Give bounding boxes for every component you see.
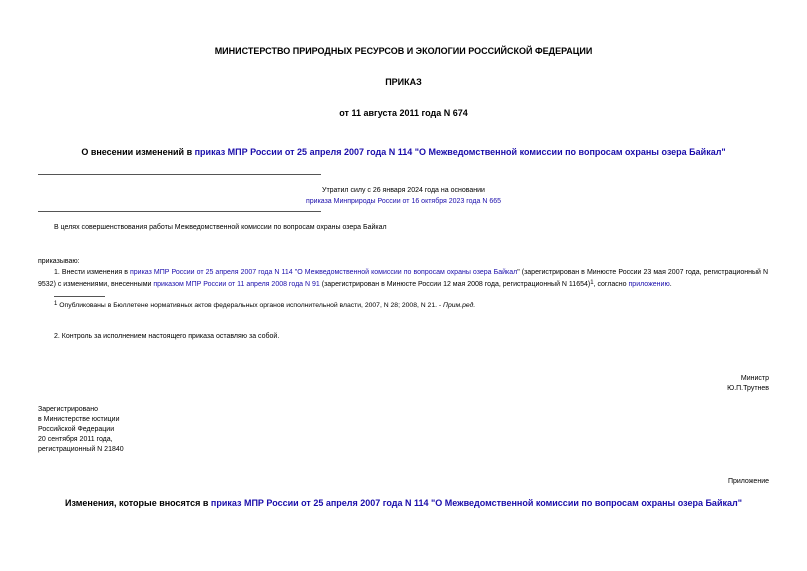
item1-end: . bbox=[669, 281, 672, 288]
footnote-ref[interactable]: 1 bbox=[590, 280, 594, 286]
item1-link-order-91[interactable]: приказом МПР России от 11 апреля 2008 года N 91 bbox=[153, 281, 320, 288]
item1-mid3: , согласно bbox=[593, 281, 629, 288]
preamble: В целях совершенствования работы Межведомственной комиссии по вопросам охраны озера Байкал bbox=[54, 224, 387, 231]
appendix-label: Приложение bbox=[727, 478, 769, 485]
registration-line: Российской Федерации bbox=[38, 426, 115, 433]
signature-name: Ю.П.Трутнев bbox=[727, 385, 769, 392]
document-date-number: от 11 августа 2011 года N 674 bbox=[339, 108, 468, 118]
item1-start: 1. Внести изменения в bbox=[54, 269, 130, 276]
divider-bottom bbox=[38, 211, 321, 212]
title-link[interactable]: приказ МПР России от 25 апреля 2007 года N 114 "О Межведомственной комиссии по вопросам охраны озера Байкал" bbox=[194, 147, 726, 157]
item1-link-appendix[interactable]: приложению bbox=[628, 281, 670, 288]
registration-line: регистрационный N 21840 bbox=[38, 446, 124, 453]
item1-link-order-114[interactable]: приказ МПР России от 25 апреля 2007 года N 114 "О Межведомственной комиссии по вопросам охраны озера Байкал bbox=[129, 269, 518, 276]
signature bbox=[727, 374, 769, 394]
document-title bbox=[0, 147, 807, 157]
footnote-divider bbox=[54, 296, 105, 297]
status-note-link[interactable]: приказа Минприроды России от 16 октября 2023 года N 665 bbox=[305, 198, 502, 205]
document-type: ПРИКАЗ bbox=[385, 77, 422, 87]
signature-position: Министр bbox=[740, 375, 769, 382]
registration-block bbox=[38, 405, 124, 455]
item-2: 2. Контроль за исполнением настоящего приказа оставляю за собой. bbox=[54, 333, 280, 340]
status-note bbox=[200, 185, 607, 207]
appendix-title bbox=[0, 498, 807, 508]
order-word: приказываю: bbox=[38, 258, 80, 265]
registration-line: Зарегистрировано bbox=[38, 406, 98, 413]
divider-top bbox=[38, 174, 321, 175]
item-1 bbox=[38, 267, 768, 290]
item1-mid1: " (зарегистрирован в Минюсте России 23 мая 2007 года, регистрационный N 9532) с изменениями, внесенными bbox=[38, 269, 768, 288]
appendix-title-link[interactable]: приказ МПР России от 25 апреля 2007 года N 114 "О Межведомственной комиссии по вопросам охраны озера Байкал" bbox=[210, 498, 742, 508]
status-note-text: Утратил силу с 26 января 2024 года на основании bbox=[322, 187, 485, 194]
title-prefix: О внесении изменений в bbox=[81, 147, 195, 157]
footnote-marker: 1 bbox=[54, 301, 58, 307]
registration-line: 20 сентября 2011 года, bbox=[38, 436, 113, 443]
appendix-title-prefix: Изменения, которые вносятся в bbox=[65, 498, 211, 508]
footnote-text: Опубликованы в Бюллетене нормативных актов федеральных органов исполнительной власти, 2007, N 28; 2008, N 21. - bbox=[57, 302, 444, 309]
ministry-heading: МИНИСТЕРСТВО ПРИРОДНЫХ РЕСУРСОВ И ЭКОЛОГИИ РОССИЙСКОЙ ФЕДЕРАЦИИ bbox=[214, 46, 593, 56]
footnote bbox=[54, 299, 475, 311]
item1-mid2: (зарегистрирован в Минюсте России 12 мая 2008 года, регистрационный N 11654) bbox=[319, 281, 591, 288]
registration-line: в Министерстве юстиции bbox=[38, 416, 120, 423]
footnote-italic: Прим.ред. bbox=[443, 302, 476, 309]
